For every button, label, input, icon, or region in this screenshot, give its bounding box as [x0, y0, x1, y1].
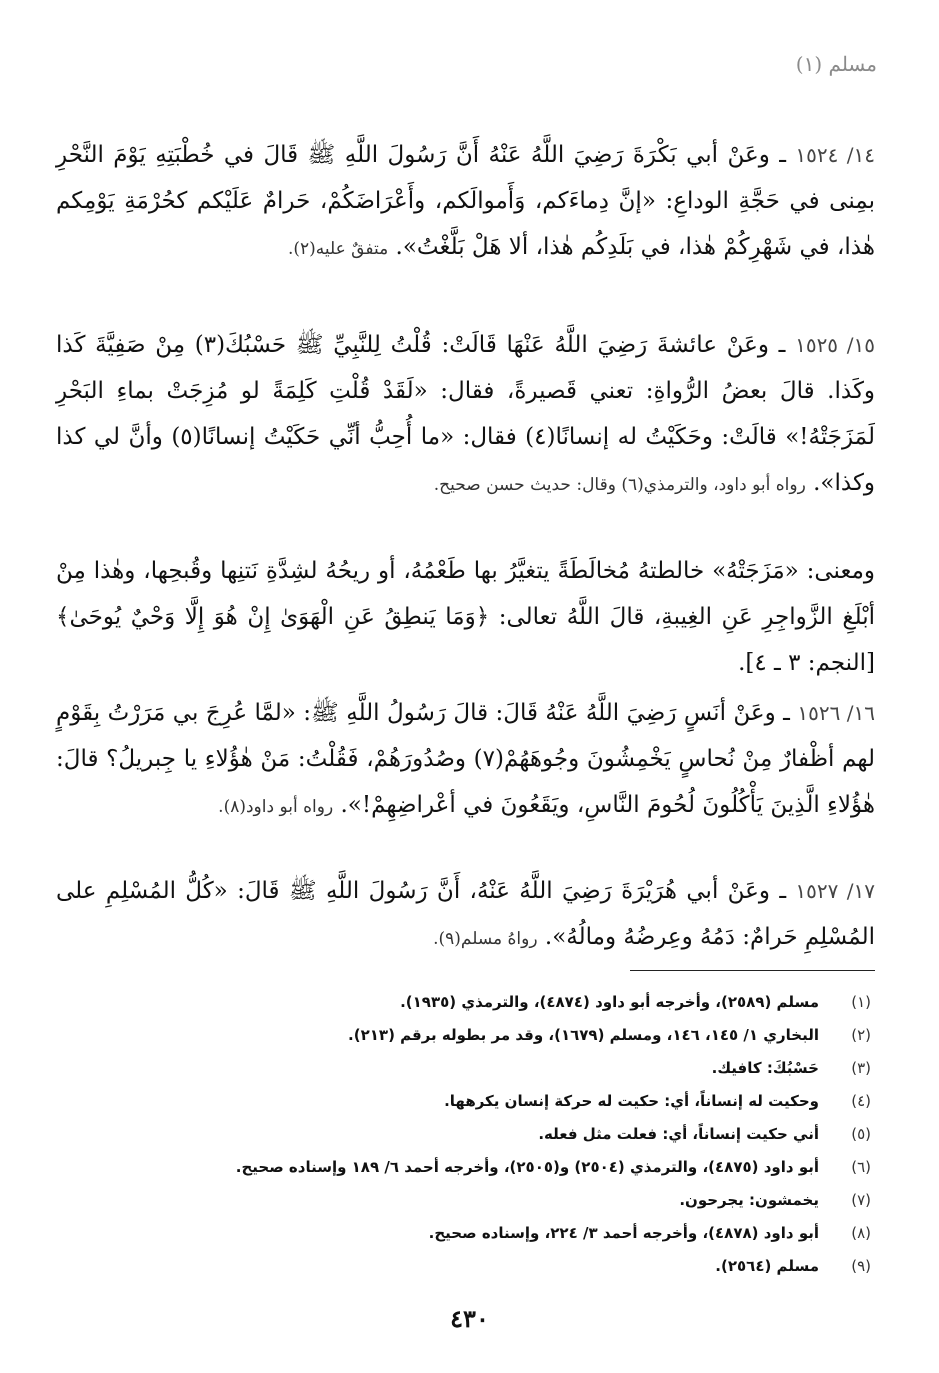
hadith-text: ـ وعَنْ أبي بَكْرَةَ رَضِيَ اللَّهُ عَنْهُ أَنَّ رَسُولَ اللَّهِ ﷺ قَالَ في خُطْبَتِهِ يَوْمَ النَّحْرِ بمِنى في حَجَّةِ الوداعِ: «إنَّ دِماءَكم، وَأَموالَكم، وأَعْرَاضَكُمْ، حَرامٌ عَلَيْكم كحُرْمَةِ يَوْمِكم هٰذا، في شَهْرِكُمْ هٰذا، في بَلَدِكُم هٰذا، ألا هَلْ بَلَّغْتُ».	[56, 142, 875, 260]
footnote	[60, 1085, 871, 1118]
hadith-1525	[56, 322, 875, 508]
hadith-source: رواه أبو داود(٨).	[218, 797, 334, 817]
explanation-paragraph	[56, 548, 875, 686]
footnote-number: (٧)	[851, 1191, 871, 1209]
explanation-text: ومعنى: «مَزَجَتْهُ» خالطتهُ مُخالَطَةً يتغيَّرُ بها طَعْمُهُ، أو ريحُهُ لشِدَّةِ نَتنِها وقُبحِها، وهٰذا مِنْ أبْلَغِ الزَّواجِرِ عَنِ الغِيبةِ، قالَ اللَّهُ تعالى: ﴿وَمَا يَنطِقُ عَنِ الْهَوَىٰ إِنْ هُوَ إِلَّا وَحْيٌ يُوحَىٰ﴾ [النجم: ٣ ـ ٤].	[56, 558, 875, 676]
footnote-text: حَسْبُكَ: كافيك.	[711, 1059, 819, 1077]
hadith-number: ١٥/ ١٥٢٥	[795, 333, 875, 357]
footnote-text: مسلم (٢٥٨٩)، وأخرجه أبو داود (٤٨٧٤)، والترمذي (١٩٣٥).	[400, 993, 819, 1011]
footnotes-list	[60, 986, 871, 1283]
footnote-text: أبو داود (٤٨٧٨)، وأخرجه أحمد ٣/ ٢٢٤، وإسناده صحيح.	[428, 1224, 819, 1242]
footnote-text: يخمشون: يجرحون.	[679, 1191, 819, 1209]
footnote-number: (٣)	[851, 1059, 871, 1077]
hadith-number: ١٧/ ١٥٢٧	[795, 879, 875, 903]
footnote-number: (١)	[851, 993, 871, 1011]
hadith-1524	[56, 132, 875, 272]
footnote-number: (٥)	[851, 1125, 871, 1143]
footnote-number: (٦)	[851, 1158, 871, 1176]
hadith-source: رواه أبو داود، والترمذي(٦) وقال: حديث حسن صحيح.	[433, 475, 806, 495]
footnote	[60, 1184, 871, 1217]
footnote	[60, 986, 871, 1019]
footnote	[60, 1019, 871, 1052]
hadith-text: ـ وعَنْ أبي هُرَيْرَةَ رَضِيَ اللَّهُ عَنْهُ، أَنَّ رَسُولَ اللَّهِ ﷺ قَالَ: «كُلُّ المُسْلِمِ على المُسْلِمِ حَرامٌ: دَمُهُ وعِرضُهُ ومالُهُ».	[56, 878, 875, 950]
hadith-source: رواهُ مسلم(٩).	[433, 929, 538, 949]
footnote-text: أني حكيت إنساناً، أي: فعلت مثل فعله.	[538, 1125, 819, 1143]
footnote-number: (٨)	[851, 1224, 871, 1242]
hadith-number: ١٤/ ١٥٢٤	[795, 143, 875, 167]
footnote-divider	[630, 970, 875, 971]
footnote	[60, 1118, 871, 1151]
hadith-source: متفقٌ عليه(٢).	[287, 239, 389, 259]
footnote-text: مسلم (٢٥٦٤).	[715, 1257, 819, 1275]
hadith-text: ـ وعَنْ أنَسٍ رَضِيَ اللَّهُ عَنْهُ قَالَ: قالَ رَسُولُ اللَّهِ ﷺ: «لمَّا عُرِجَ بي مَرَرْتُ بِقَوْمٍ لهم أظْفارٌ مِنْ نُحاسٍ يَخْمِشُونَ وجُوهَهُمْ(٧) وصُدُورَهُمْ، فَقُلْتُ: مَنْ هٰؤُلاءِ يا جِبريلُ؟ قالَ: هٰؤُلاءِ الَّذِينَ يَأْكُلُونَ لُحُومَ النَّاسِ، ويَقَعُونَ في أعْراضِهِمْ!».	[56, 700, 875, 818]
hadith-1526	[56, 690, 875, 830]
footnote-text: وحكيت له إنساناً، أي: حكيت له حركة إنسان يكرهها.	[444, 1092, 819, 1110]
hadith-1527	[56, 868, 875, 962]
footnote-text: أبو داود (٤٨٧٥)، والترمذي (٢٥٠٤) و(٢٥٠٥)، وأخرجه أحمد ٦/ ١٨٩ وإسناده صحيح.	[235, 1158, 819, 1176]
footnote-number: (٩)	[851, 1257, 871, 1275]
footnote	[60, 1052, 871, 1085]
footnote-text: البخاري ١/ ١٤٥، ١٤٦، ومسلم (١٦٧٩)، وقد مر بطوله برقم (٢١٣).	[348, 1026, 819, 1044]
footnote-number: (٤)	[851, 1092, 871, 1110]
footnote	[60, 1217, 871, 1250]
footnote	[60, 1250, 871, 1283]
header-footnote-continuation: مسلم (١)	[795, 52, 877, 76]
footnote	[60, 1151, 871, 1184]
footnote-number: (٢)	[851, 1026, 871, 1044]
hadith-text: ـ وعَنْ عائشةَ رَضِيَ اللَّهُ عَنْهَا قَالَتْ: قُلْتُ لِلنَّبِيِّ ﷺ حَسْبُكَ(٣) مِنْ صَفِيَّةَ كَذا وكَذا. قالَ بعضُ الرُّواةِ: تعني قَصيرةً، فقال: «لَقَدْ قُلْتِ كَلِمَةً لو مُزِجَتْ بماءِ البَحْرِ لَمَزَجَتْهُ!» قالَتْ: وحَكَيْتُ له إنسانًا(٤) فقال: «ما أُحِبُّ أنِّي حَكَيْتُ إنسانًا(٥) وأنَّ لي كذا وكذا».	[56, 332, 875, 496]
page-number: ٤٣٠	[450, 1304, 489, 1333]
hadith-number: ١٦/ ١٥٢٦	[797, 701, 876, 725]
